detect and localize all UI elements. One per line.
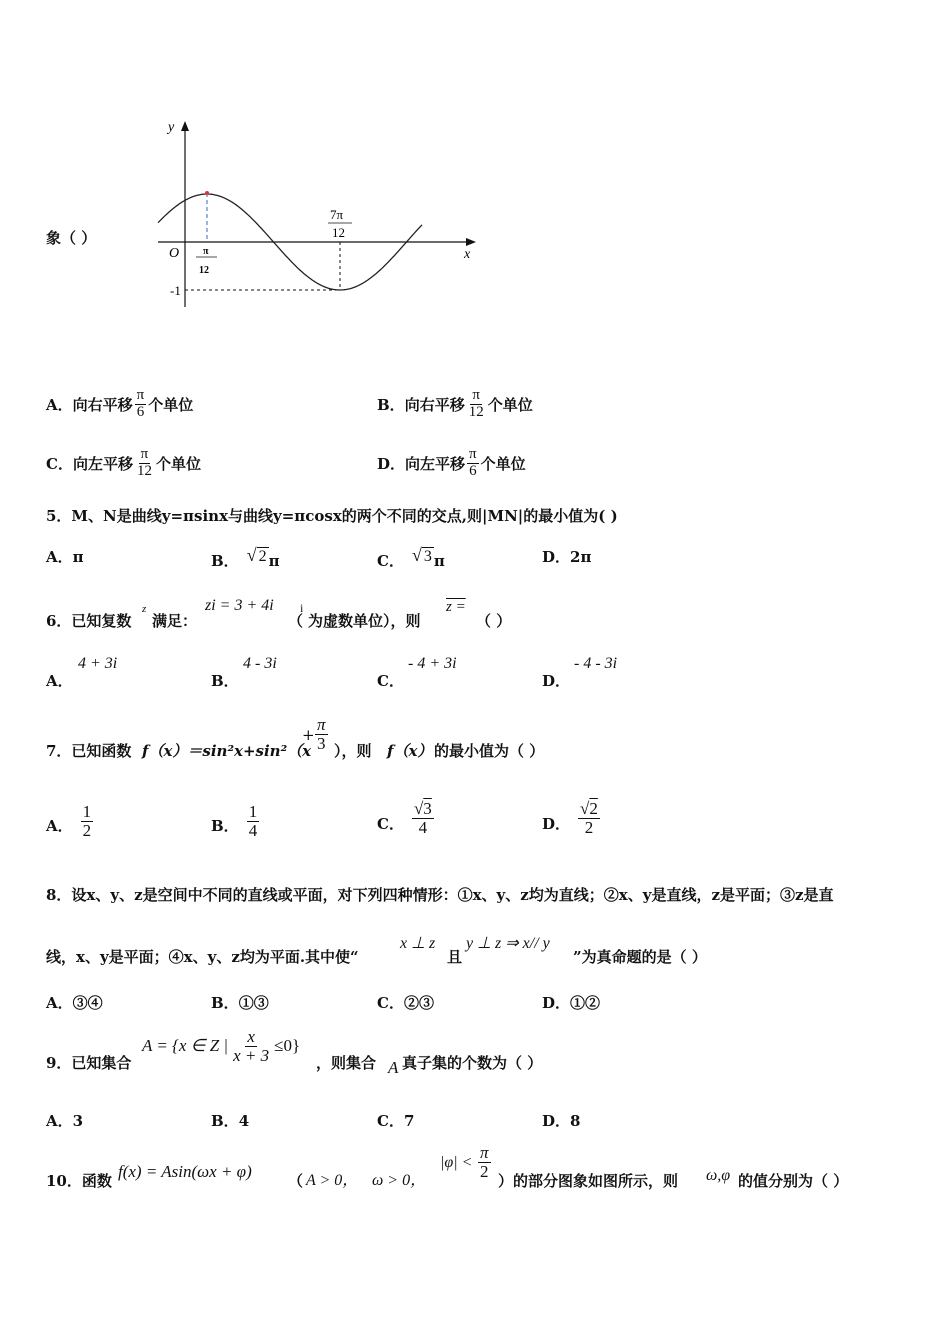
- frac-den: 6: [469, 462, 477, 479]
- frac-num: π: [140, 446, 149, 462]
- option-text: 向右平移: [404, 395, 465, 414]
- q10-cond-2: ω > 0，: [372, 1172, 427, 1189]
- q8-line-2c: ”为真命题的是（ ）: [573, 948, 707, 966]
- q10-stem-2: （: [288, 1172, 304, 1190]
- frac-den: 12: [468, 403, 484, 420]
- q6-option-b-value: 4 - 3i: [243, 655, 277, 672]
- option-letter: A．: [46, 548, 73, 566]
- q9-option-a[interactable]: A．3: [46, 1112, 84, 1130]
- q10-stem-3: ）的部分图象如图所示，则: [498, 1172, 679, 1190]
- q9-stem-3: 真子集的个数为（ ）: [402, 1054, 543, 1072]
- option-letter: B．: [377, 395, 405, 414]
- q5-option-c[interactable]: [377, 540, 445, 571]
- tick2-den: 12: [332, 225, 345, 240]
- q4-option-d[interactable]: [377, 447, 526, 480]
- option-text: 个单位: [155, 454, 201, 473]
- q7-function: f（x）＝sin²x+sin²（x: [142, 742, 312, 760]
- q7-option-b[interactable]: B． $\frac{1}{4}$: [211, 802, 258, 840]
- q7-stem-3: 的最小值为（ ）: [434, 742, 545, 760]
- q8-option-b[interactable]: B．①③: [211, 994, 269, 1012]
- q6-option-a-letter[interactable]: A．: [46, 672, 73, 690]
- option-letter: D．: [542, 548, 571, 566]
- q7-fraction: $\frac{\pi}{3}$: [317, 715, 326, 753]
- frac-den: 12: [136, 462, 152, 479]
- q5-option-a[interactable]: [46, 546, 84, 567]
- q5-option-b[interactable]: [211, 540, 280, 571]
- q9-option-b[interactable]: B．4: [211, 1112, 250, 1130]
- option-value: π: [433, 551, 445, 570]
- frac-num: π: [472, 387, 480, 403]
- option-value: π: [72, 547, 84, 566]
- option-letter: C．: [377, 552, 404, 570]
- y-min-label: -1: [170, 283, 181, 298]
- q7-option-d[interactable]: D． $\frac{√2}{2}$: [542, 799, 598, 837]
- tick1-num: π: [203, 246, 209, 257]
- q4-option-c[interactable]: [46, 447, 201, 480]
- option-letter: C．: [46, 454, 73, 473]
- q7-stem-1: 7．已知函数: [46, 742, 132, 760]
- q7-f2: f（x）: [387, 742, 433, 760]
- q10-omega-phi: ω,φ: [706, 1167, 731, 1184]
- q6-option-b-letter[interactable]: B．: [211, 672, 239, 690]
- q6-stem-5: （ ）: [476, 612, 512, 630]
- q6-stem-4: 为虚数单位），则: [308, 612, 421, 630]
- q10-stem-4: 的值分别为（ ）: [738, 1172, 849, 1190]
- option-letter: B．: [211, 552, 239, 570]
- frac-num: π: [136, 387, 145, 403]
- q9-stem-1: 9．已知集合: [46, 1054, 132, 1072]
- frac-den: 6: [136, 403, 145, 420]
- q10-cond-1: A > 0，: [306, 1172, 359, 1189]
- sine-graph: [150, 115, 490, 315]
- tick2-num: 7π: [330, 207, 344, 222]
- q4-option-a[interactable]: [46, 388, 193, 421]
- option-text: 个单位: [480, 454, 526, 473]
- q6-stem-3: （: [288, 612, 304, 630]
- q10-fraction: $\frac{\pi}{2}$: [480, 1143, 489, 1181]
- q7-stem-2: ），则: [334, 742, 372, 760]
- q6-option-c-letter[interactable]: C．: [377, 672, 404, 690]
- q7-plus: +: [302, 726, 315, 744]
- option-text: 向左平移: [72, 454, 133, 473]
- q8-option-a[interactable]: A．③④: [46, 994, 103, 1012]
- q10-stem-1: 10．函数: [46, 1172, 112, 1190]
- q6-i: i: [300, 601, 304, 615]
- frac-num: π: [469, 446, 477, 462]
- q6-option-d-value: - 4 - 3i: [574, 655, 618, 672]
- graph-prefix: 象（ ）: [46, 229, 97, 247]
- y-axis-arrow: [181, 121, 189, 131]
- q8-math-2: y ⊥ z ⇒ x// y: [466, 935, 550, 952]
- q9-set: A = {x ∈ Z | $\frac{x}{x + 3}$ ≤0}: [142, 1027, 301, 1065]
- q5-stem: 5．M、N是曲线y=πsinx与曲线y=πcosx的两个不同的交点,则|MN|的最小值为( ): [46, 507, 618, 525]
- q7-option-a[interactable]: A． $\frac{1}{2}$: [46, 802, 92, 840]
- x-axis-arrow: [466, 238, 476, 246]
- q9-option-d[interactable]: D．8: [542, 1112, 581, 1130]
- q6-zbar: z =: [446, 599, 466, 615]
- q8-line-2b: 且: [447, 948, 463, 966]
- q9-a: A: [388, 1058, 399, 1077]
- q8-line-2a: 线，x、y是平面；④x、y、z均为平面.其中使“: [46, 948, 359, 966]
- q10-function: f(x) = Asin(ωx + φ): [118, 1162, 252, 1181]
- origin-label: O: [169, 246, 180, 261]
- tick1-den: 12: [199, 265, 209, 276]
- option-text: 个单位: [148, 395, 194, 414]
- option-letter: B．: [211, 816, 239, 835]
- q10-cond-3: |φ| <: [440, 1154, 473, 1171]
- q4-option-b[interactable]: [377, 388, 533, 421]
- q6-stem-1: 6．已知复数: [46, 612, 132, 630]
- option-value: π: [268, 551, 280, 570]
- option-letter: A．: [46, 816, 73, 835]
- q6-stem-2: 满足：: [152, 612, 198, 630]
- option-value: 2π: [570, 547, 592, 566]
- option-letter: C．: [377, 814, 404, 833]
- q9-stem-2: ，则集合: [316, 1054, 377, 1072]
- q8-line-1: 8．设x、y、z是空间中不同的直线或平面，对下列四种情形：①x、y、z均为直线；②x、y是直线，z是平面；③z是直: [46, 886, 834, 904]
- q8-option-c[interactable]: C．②③: [377, 994, 434, 1012]
- option-text: 向左平移: [405, 454, 466, 473]
- option-letter: D．: [377, 454, 406, 473]
- max-point: [205, 191, 209, 195]
- q6-option-c-value: - 4 + 3i: [408, 655, 457, 672]
- q9-option-c[interactable]: C．7: [377, 1112, 415, 1130]
- sqrt: √ 3: [411, 545, 432, 565]
- q6-option-d-letter[interactable]: D．: [542, 672, 571, 690]
- q6-option-a-value: 4 + 3i: [78, 655, 118, 672]
- q6-z: z: [142, 603, 147, 615]
- q7-option-c[interactable]: C． $\frac{√3}{4}$: [377, 799, 432, 837]
- q6-equation: zi = 3 + 4i: [205, 597, 274, 614]
- y-axis-label: y: [168, 120, 175, 135]
- q5-option-d[interactable]: [542, 546, 591, 567]
- option-letter: A．: [46, 395, 73, 414]
- x-axis-label: x: [464, 247, 471, 262]
- q8-option-d[interactable]: D．①②: [542, 994, 601, 1012]
- option-text: 向右平移: [72, 395, 133, 414]
- option-text: 个单位: [487, 395, 533, 414]
- option-letter: D．: [542, 814, 571, 833]
- sqrt: √ 2: [246, 545, 267, 565]
- q8-math-1: x ⊥ z: [400, 935, 436, 952]
